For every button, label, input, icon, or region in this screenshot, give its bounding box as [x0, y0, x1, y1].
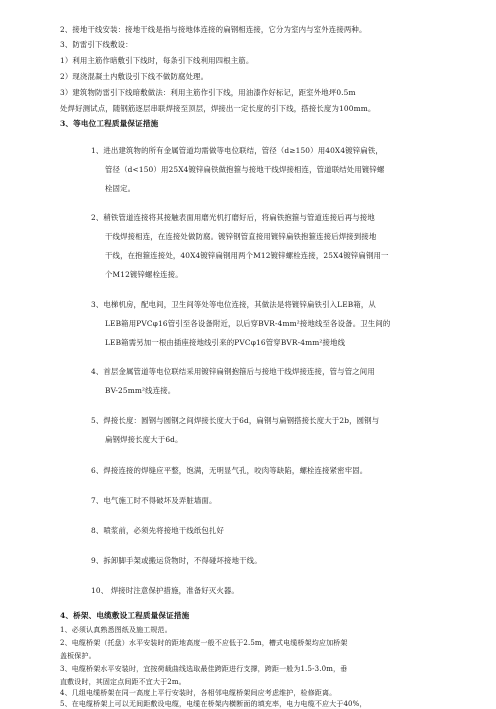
text-line: 1、进出建筑物的所有金属管道均需做等电位联结，管径（d≥150）用40X4镀锌扁铁， — [91, 146, 383, 155]
text-line: LEB箱用PVCφ16管引至各设备附近，以后穿BVR-4mm²接地线至各设备。卫生间的 — [105, 319, 391, 328]
text-line: 4、首层金属管道等电位联结采用镀锌扁钢抱箍后与接地干线焊接连接，管与管之间用 — [91, 367, 375, 376]
section-heading: 3、等电位工程质量保证措施 — [60, 119, 159, 128]
text-line: 2、稍铁管道连接将其接触表面用磨光机打磨好后，将扁铁抱箍与管道连接后再与接地 — [91, 213, 375, 222]
text-line: 6、焊接连接的焊缝应平整，饱满，无明显气孔，咬肉等缺陷，螺栓连接紧密牢固。 — [91, 466, 368, 475]
text-line: 9、拆卸脚手架或搬运货物时，不得碰坏接地干线。 — [91, 556, 262, 565]
text-line: 2）现浇混凝土内敷设引下线不做防腐处理。 — [60, 72, 209, 81]
text-line: 4、几组电缆桥架在同一高度上平行安装时，各相邻电缆桥架间应考虑维护，检修距离。 — [60, 689, 337, 697]
text-line: 7、电气施工时不得破坏及弄脏墙面。 — [91, 496, 217, 505]
text-line: BV-25mm²线连接。 — [105, 386, 176, 395]
section-heading: 4、桥架、电缆敷设工程质量保证措施 — [60, 611, 190, 620]
text-line: 扁钢焊接长度大于6d。 — [105, 435, 183, 444]
text-line: 2、接地干线安装：接地干线是指与接地体连接的扁钢相连接，它分为室内与室外连接两种。 — [60, 25, 367, 34]
text-line: 3、电缆桥架水平安装时，宜按荷载曲线选取最佳跨距进行支撑，跨距一般为1.5-3.0m，垂 — [60, 665, 348, 673]
text-line: 盖板保护。 — [60, 652, 96, 660]
text-line: 3、防雷引下线敷设： — [60, 40, 133, 49]
text-line: 3）建筑物防雷引下线暗敷做法：利用主筋作引下线，用油漆作好标记，距室外地坪0.5m — [60, 88, 356, 97]
text-line: 8、喷浆前，必须先将接地干线纸包扎好 — [91, 526, 225, 535]
text-line: 1）利用主筋作暗敷引下线时，每条引下线利用四根主筋。 — [60, 56, 254, 65]
text-line: 5、焊接长度：圆钢与圆钢之间焊接长度大于6d，扁钢与扁钢搭接长度大于2b，圆钢与 — [91, 416, 380, 425]
text-line: 干线焊接相连，在连接处做防腐。镀锌钢管直接用镀锌扁铁抱箍连接后焊接到接地 — [105, 232, 377, 241]
text-line: 5、在电缆桥架上可以无间距敷设电缆，电缆在桥架内横断面的填充率，电力电缆不应大于40%， — [60, 700, 367, 708]
text-line: 直敷设时，其固定点间距不宜大于2m。 — [60, 678, 186, 686]
text-line: 1、必须认真熟悉图纸及施工规范。 — [60, 626, 172, 634]
text-line: 栓固定。 — [105, 184, 136, 193]
text-line: 10、 焊接时注意保护措施，准备好灭火器。 — [91, 586, 239, 595]
text-line: 干线，在抱箍连接处，40X4镀锌扁钢用两个M12镀锌螺栓连接，25X4镀锌扁钢用一 — [105, 251, 389, 260]
text-line: 管径（d<150）用25X4镀锌扁铁做抱箍与接地干线焊接相连，管道联结处用镀锌螺 — [105, 165, 385, 174]
text-line: 个M12镀锌螺栓连接。 — [105, 270, 183, 279]
text-line: 2、电缆桥架（托盘）水平安装时的距地高度一般不应低于2.5m，槽式电缆桥架均应加桥架 — [60, 639, 348, 647]
text-line: 3、电梯机房，配电间，卫生间等处等电位连接，其做法是将镀锌扁铁引入LEB箱，从 — [91, 300, 376, 309]
text-line: LEB箱需另加一根由插座接地线引来的PVCφ16管穿BVR-4mm²接地线 — [105, 338, 346, 347]
text-line: 处焊好测试点，随钢筋逐层串联焊接至顶层，焊接出一定长度的引下线，搭接长度为100mm。 — [60, 104, 376, 113]
